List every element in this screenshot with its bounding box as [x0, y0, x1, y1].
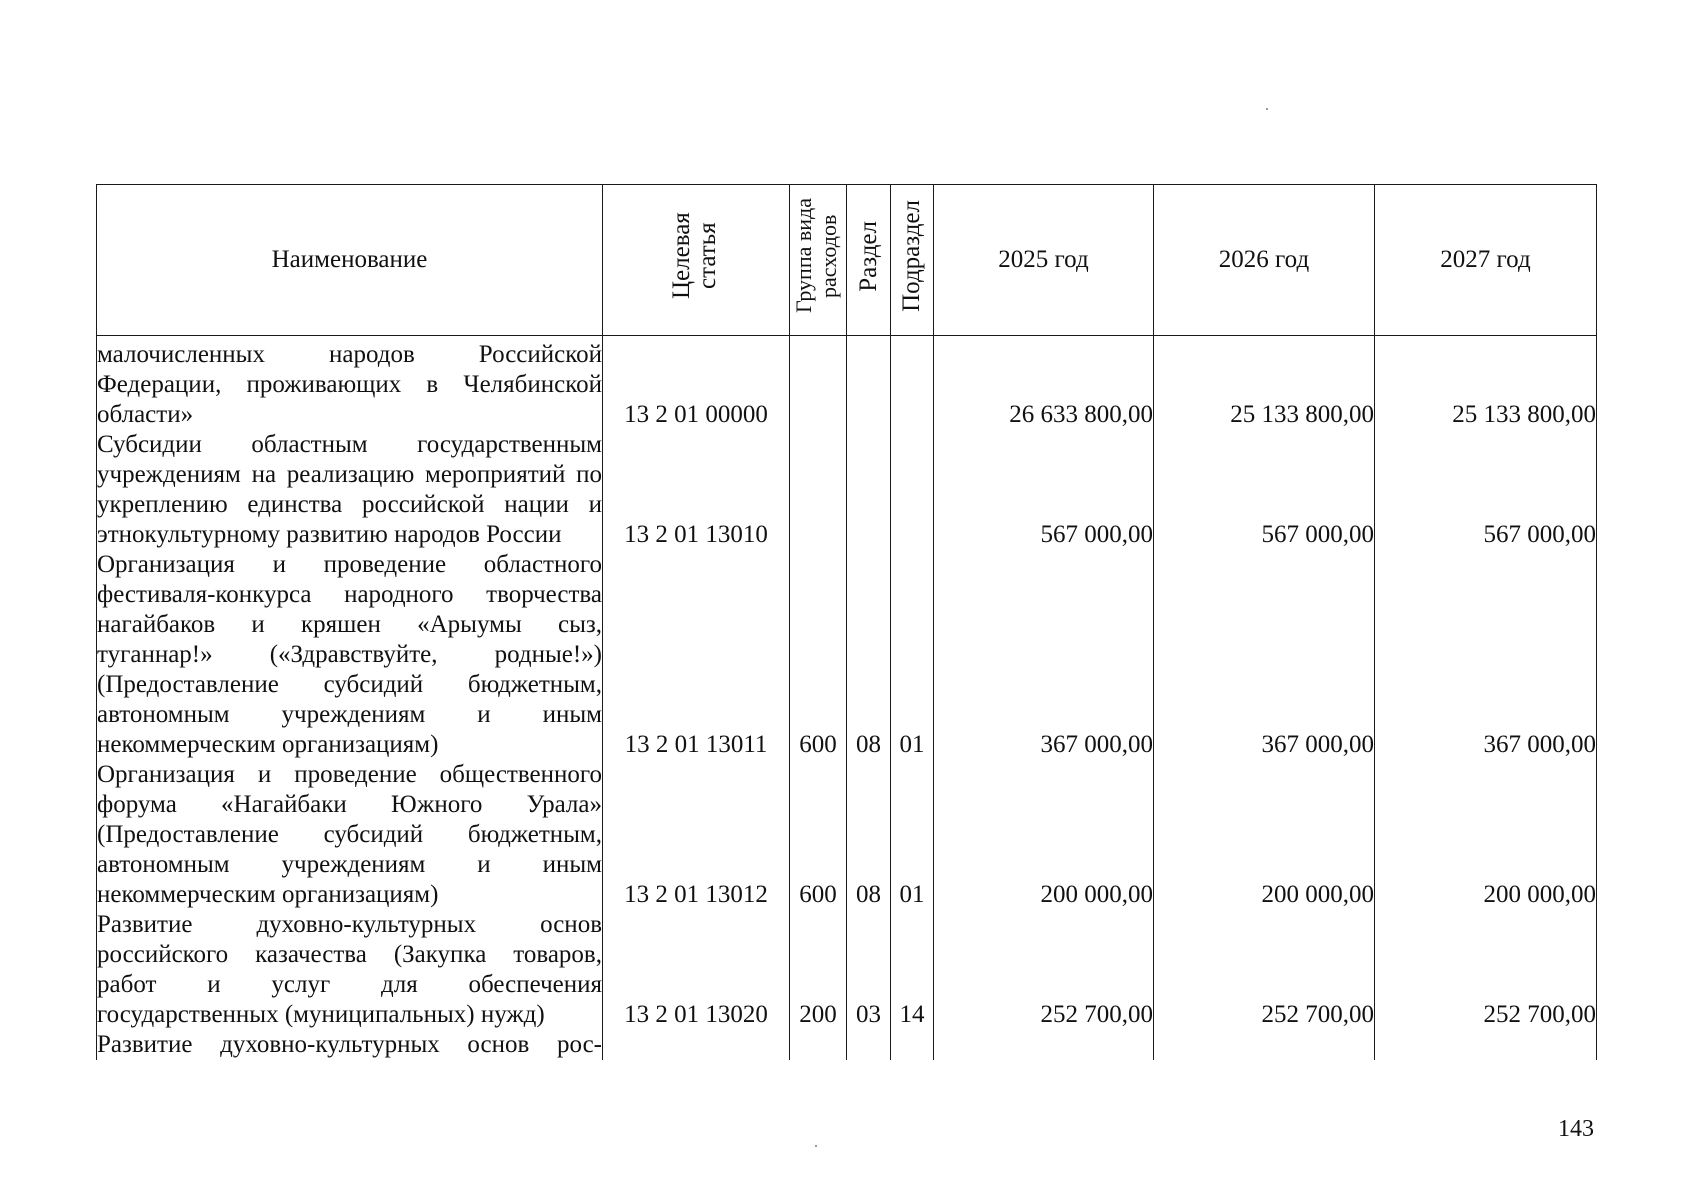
row-amount-2025: 252 700,00 [934, 910, 1154, 1030]
row-target-article: 13 2 01 00000 [603, 336, 790, 431]
row-amount-2025: 567 000,00 [934, 430, 1154, 550]
row-name: Развитие духовно-культурных основ рос- [97, 1031, 602, 1058]
table-row [97, 550, 1597, 760]
row-amount-2025: 367 000,00 [934, 550, 1154, 760]
row-subsection: 01 [891, 550, 934, 760]
header-year-2027: 2027 год [1375, 185, 1597, 336]
row-subsection [891, 1030, 934, 1060]
row-expense-group [790, 1030, 847, 1060]
row-target-article: 13 2 01 13012 [603, 760, 790, 910]
row-amount-2026: 367 000,00 [1154, 550, 1375, 760]
row-subsection: 01 [891, 760, 934, 910]
row-expense-group: 200 [790, 910, 847, 1030]
row-target-article: 13 2 01 13011 [603, 550, 790, 760]
row-amount-2027: 25 133 800,00 [1375, 336, 1597, 431]
header-year-2025: 2025 год [934, 185, 1154, 336]
row-amount-2026: 25 133 800,00 [1154, 336, 1375, 431]
row-amount-2026: 252 700,00 [1154, 910, 1375, 1030]
header-name: Наименование [97, 185, 603, 336]
row-amount-2027 [1375, 1030, 1597, 1060]
row-amount-2026 [1154, 1030, 1375, 1060]
budget-table [96, 184, 1597, 1060]
row-section [847, 1030, 891, 1060]
row-name: Субсидии областным государственным учреждениям на реализацию мероприятий по укреплению единства российской нации и этнокультурному развитию народов России [97, 431, 602, 548]
page-number: 143 [1558, 1116, 1594, 1142]
row-amount-2027: 367 000,00 [1375, 550, 1597, 760]
row-amount-2027: 567 000,00 [1375, 430, 1597, 550]
row-target-article: 13 2 01 13010 [603, 430, 790, 550]
row-section: 08 [847, 760, 891, 910]
row-subsection [891, 336, 934, 431]
row-amount-2027: 200 000,00 [1375, 760, 1597, 910]
row-amount-2025 [934, 1030, 1154, 1060]
row-section [847, 430, 891, 550]
row-section [847, 336, 891, 431]
row-name: малочисленных народов Российской Федерации, проживающих в Челябинской области» [97, 336, 603, 431]
row-subsection: 14 [891, 910, 934, 1030]
table-header-row [97, 185, 1597, 336]
scan-speck [815, 1145, 817, 1147]
header-subsection: Подраздел [891, 185, 934, 336]
header-target-article: Целевая статья [603, 185, 790, 336]
row-section: 03 [847, 910, 891, 1030]
table-row [97, 760, 1597, 910]
header-year-2026: 2026 год [1154, 185, 1375, 336]
row-name: Развитие духовно-культурных основ российского казачества (Закупка товаров, работ и услуг для обеспечения государственных (муниципальных) нужд) [97, 911, 602, 1028]
row-name: Организация и проведение областного фестиваля-конкурса народного творчества нагайбаков и кряшен «Арыумы сыз, туганнар!» («Здравствуйте, родные!») (Предоставление субсидий бюджетным, автономным учреждениям и иным некоммерческим организациям) [97, 551, 602, 758]
row-target-article: 13 2 01 13020 [603, 910, 790, 1030]
table-row [97, 910, 1597, 1030]
header-expense-group: Группа вида расходов [790, 185, 847, 336]
header-section: Раздел [847, 185, 891, 336]
row-subsection [891, 430, 934, 550]
table-row [97, 336, 1597, 431]
row-amount-2025: 200 000,00 [934, 760, 1154, 910]
row-expense-group: 600 [790, 550, 847, 760]
row-expense-group [790, 430, 847, 550]
row-amount-2026: 200 000,00 [1154, 760, 1375, 910]
table-row [97, 1030, 1597, 1060]
table-row [97, 430, 1597, 550]
row-expense-group: 600 [790, 760, 847, 910]
row-amount-2025: 26 633 800,00 [934, 336, 1154, 431]
row-target-article [603, 1030, 790, 1060]
scan-speck [1266, 108, 1268, 110]
row-amount-2026: 567 000,00 [1154, 430, 1375, 550]
row-amount-2027: 252 700,00 [1375, 910, 1597, 1030]
row-expense-group [790, 336, 847, 431]
row-name: Организация и проведение общественного форума «Нагайбаки Южного Урала» (Предоставление субсидий бюджетным, автономным учреждениям и иным некоммерческим организациям) [97, 761, 602, 908]
row-section: 08 [847, 550, 891, 760]
